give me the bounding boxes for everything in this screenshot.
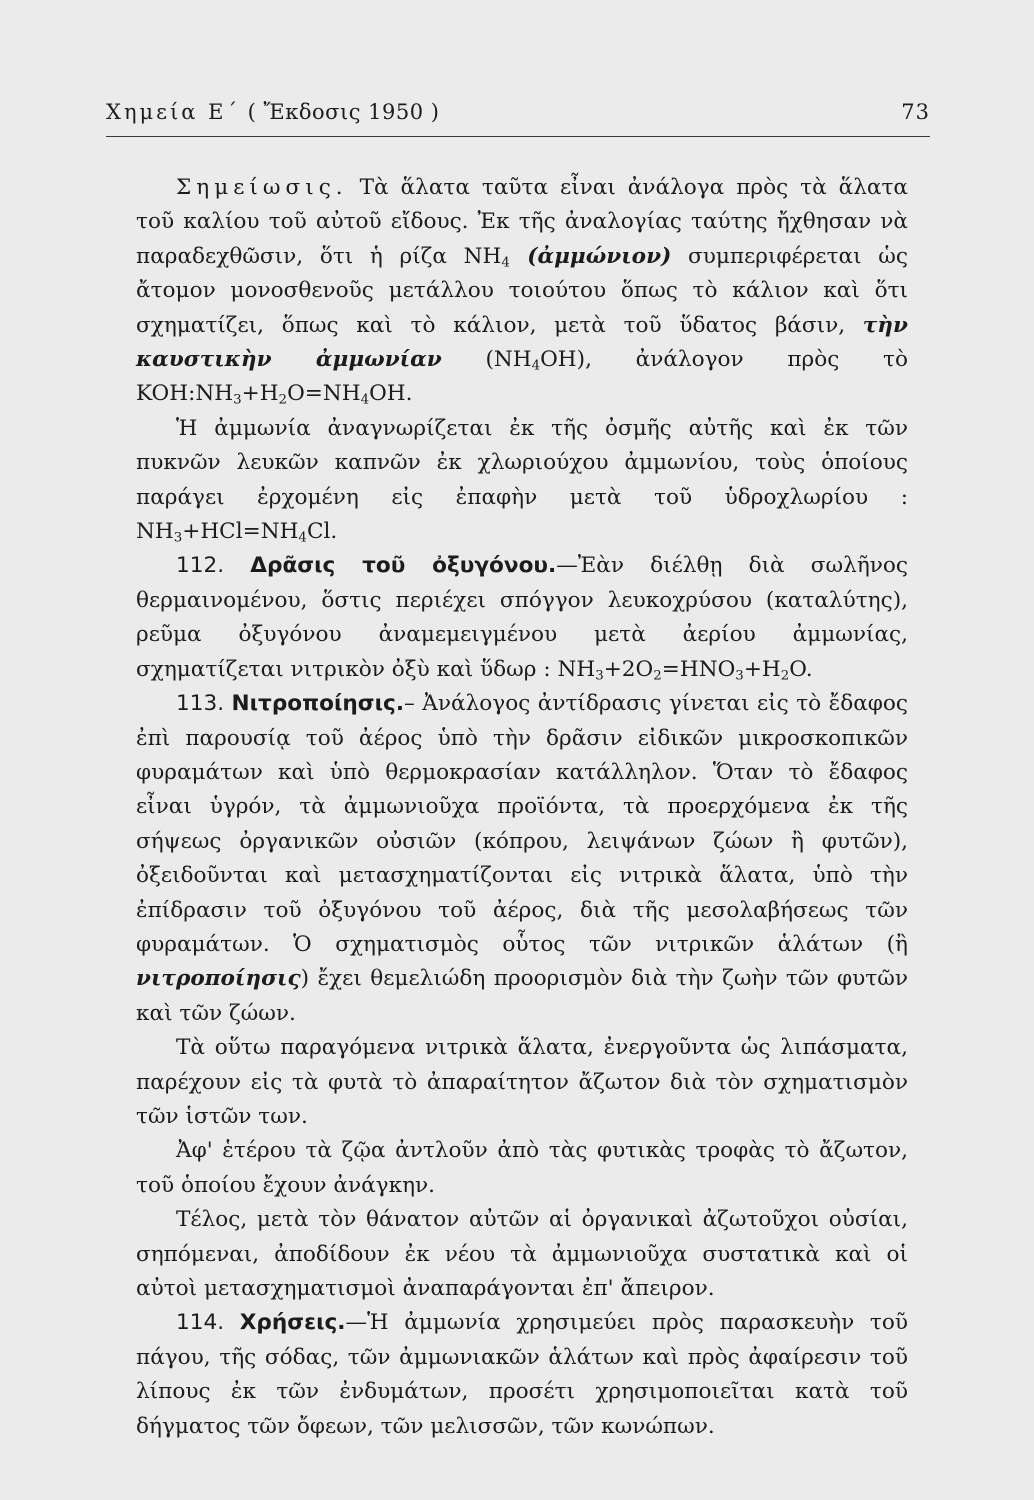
book-title: Χημεία Ε΄ — [106, 100, 240, 124]
section-number: 113. — [176, 691, 225, 717]
paragraph-fertilizers: Τὰ οὕτω παραγόμενα νιτρικὰ ἅλατα, ἐνεργοῦντα ὡς λιπάσματα, παρέχουν εἰς τὰ φυτὰ τὸ ἀπαραίτητον ἄζωτον διὰ τὸν σχηματισμὸν τῶν ἱστῶν των. — [136, 1035, 908, 1129]
page-number: 73 — [901, 100, 930, 124]
paragraph-animals: Ἀφ' ἑτέρου τὰ ζῷα ἀντλοῦν ἀπὸ τὰς φυτικὰς τροφὰς τὸ ἄζωτον, τοῦ ὁποίου ἔχουν ἀνάγκην. — [136, 1138, 908, 1198]
term-caustic-ammonia: τὴν καυστικὴν ἀμμωνίαν — [136, 312, 908, 373]
edition-note: ( Ἔκδοσις 1950 ) — [247, 100, 440, 124]
section-114: 114. Χρήσεις.—Ἡ ἀμμωνία χρησιμεύει πρὸς παρασκευὴν τοῦ πάγου, τῆς σόδας, τῶν ἀμμωνιακῶν ἁλάτων καὶ πρὸς ἀφαίρεσιν τοῦ λίπους ἐκ τῶν ἐνδυμάτων, προσέτι χρησιμοποιεῖται κατὰ τοῦ δήγματος τῶν ὄφεων, τῶν μελισσῶν, τῶν κωνώπων. — [136, 1310, 908, 1439]
section-113: 113. Νιτροποίησις.– Ἀνάλογος ἀντίδρασις γίνεται εἰς τὸ ἔδαφος ἐπὶ παρουσίᾳ τοῦ ἀέρος ὑπὸ τὴν δρᾶσιν εἰδικῶν μικροσκοπικῶν φυραμάτων καὶ ὑπὸ θερμοκρασίαν κατάλληλον. Ὅταν τὸ ἔδαφος εἶναι ὑγρόν, τὰ ἀμμωνιοῦχα προϊόντα, τὰ προερχόμενα ἐκ τῆς σήψεως ὀργανικῶν οὐσιῶν (κόπρου, λειψάνων ζώων ἢ φυτῶν), ὀξειδοῦνται καὶ μετασχηματίζονται εἰς νιτρικὰ ἅλατα, ὑπὸ τὴν ἐπίδρασιν τοῦ ὀξυγόνου τοῦ ἀέρος, διὰ τῆς μεσολαβήσεως τῶν φυραμάτων. Ὁ σχηματισμὸς οὗτος τῶν νιτρικῶν ἁλάτων (ἢ νιτροποίησις) ἔχει θεμελιώδη προορισμὸν διὰ τὴν ζωὴν τῶν φυτῶν καὶ τῶν ζώων. — [136, 691, 908, 1026]
paragraph-detection: Ἡ ἀμμωνία ἀναγνωρίζεται ἐκ τῆς ὀσμῆς αὐτῆς καὶ ἐκ τῶν πυκνῶν λευκῶν καπνῶν ἐκ χλωριούχου ἀμμωνίου, τοὺς ὁποίους παράγει ἐρχομένη εἰς ἐπαφὴν μετὰ τοῦ ὑδροχλωρίου : $NH_3+HCl=NH_4Cl$. — [136, 415, 908, 546]
term-ammonium: (ἀμμώνιον) — [509, 243, 672, 269]
note-label: Σημείωσις. — [176, 175, 348, 200]
running-header — [106, 100, 930, 137]
header-left — [106, 100, 439, 124]
paragraph-cycle: Τέλος, μετὰ τὸν θάνατον αὐτῶν αἱ ὀργανικαὶ ἀζωτοῦχοι οὐσίαι, σηπόμεναι, ἀποδίδουν ἐκ νέου τὰ ἀμμωνιοῦχα συστατικὰ καὶ οἱ αὐτοὶ μετασχηματισμοὶ ἀναπαράγονται ἐπ' ἄπειρον. — [136, 1207, 908, 1301]
section-title: Χρήσεις. — [239, 1310, 346, 1336]
section-title: Νιτροποίησις. — [231, 691, 405, 717]
section-number: 112. — [176, 553, 225, 579]
section-number: 114. — [176, 1310, 225, 1336]
paragraph-note: Σημείωσις. Τὰ ἅλατα ταῦτα εἶναι ἀνάλογα πρὸς τὰ ἅλατα τοῦ καλίου τοῦ αὐτοῦ εἴδους. Ἐκ τῆς ἀναλογίας ταύτης ἤχθησαν νὰ παραδεχθῶσιν, ὅτι ἡ ρίζα $NH_4$ (ἀμμώνιον) συμπεριφέρεται ὡς ἄτομον μονοσθενοῦς μετάλλου τοιούτου ὅπως τὸ κάλιον καὶ ὅτι σχηματίζει, ὅπως καὶ τὸ κάλιον, μετὰ τοῦ ὕδατος βάσιν, τὴν καυστικὴν ἀμμωνίαν $(NH_4OH)$, ἀνάλογον πρὸς τὸ $KOH:NH_3+H_2O=NH_4OH$. — [136, 175, 908, 408]
section-112: 112. Δρᾶσις τοῦ ὀξυγόνου.—Ἐὰν διέλθῃ διὰ σωλῆνος θερμαινομένου, ὅστις περιέχει σπόγγον λευκοχρύσου (καταλύτης), ρεῦμα ὀξυγόνου ἀναμεμειγμένου μετὰ ἀερίου ἀμμωνίας, σχηματίζεται νιτρικὸν ὀξὺ καὶ ὕδωρ : $NH_3+2O_2=HNO_3+H_2O$. — [136, 553, 908, 684]
section-title: Δρᾶσις τοῦ ὀξυγόνου. — [250, 553, 557, 579]
body-text — [136, 171, 908, 1444]
term-nitrification: νιτροποίησις — [136, 966, 301, 992]
